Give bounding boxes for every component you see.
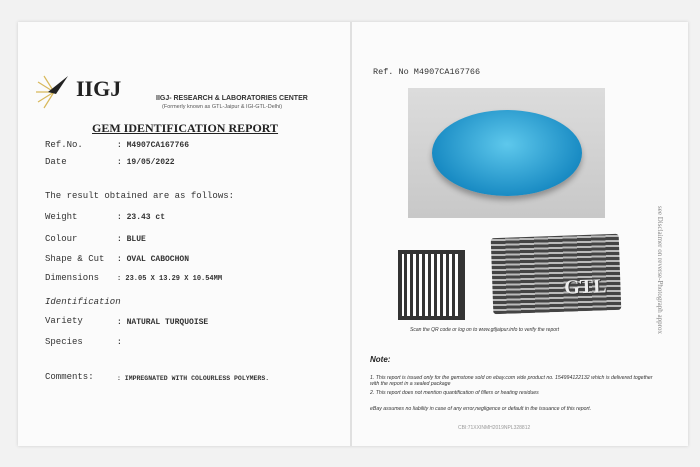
comments-value: : IMPREGNATED WITH COLOURLESS POLYMERS.	[117, 375, 270, 382]
date-value: : 19/05/2022	[117, 158, 175, 167]
lab-name: IIGJ- RESEARCH & LABORATORIES CENTER	[156, 95, 308, 102]
species-label: Species	[45, 337, 83, 347]
colour-label: Colour	[45, 234, 78, 244]
lab-formerly: (Formerly known as GTL-Jaipur & IGI-GTL-Delhi)	[162, 104, 283, 110]
ref-value: : M4907CA167766	[117, 141, 190, 150]
variety-label: Variety	[45, 316, 83, 326]
identification-label: Identification	[45, 297, 121, 307]
ref-label: Ref.No.	[45, 140, 83, 150]
logo-text: IIGJ	[76, 76, 122, 101]
dimensions-label: Dimensions	[45, 273, 100, 283]
logo-burst-icon	[34, 72, 74, 110]
note-3: eBay assumes no liability in case of any error,negligence or default in the issuance of this report.	[370, 406, 592, 412]
gemstone-photo	[408, 88, 605, 218]
note-1: 1. This report is issued only for the gemstone sold on ebay.com vide product no. 154994122132 which is delivered together with the report in a sealed package	[370, 375, 653, 387]
hologram-seal	[491, 234, 622, 314]
intro-text: The result obtained are as follows:	[45, 191, 235, 201]
side-disclaimer: see Disclaimer on reverse-Photograph approx	[656, 206, 664, 334]
hologram-text: GTL	[563, 275, 607, 299]
right-ref: Ref. No M4907CA167766	[373, 67, 481, 77]
turquoise-stone	[432, 110, 582, 196]
colour-value: : BLUE	[117, 235, 146, 244]
qr-code[interactable]	[398, 250, 465, 320]
species-value: :	[117, 338, 122, 347]
weight-value: : 23.43 ct	[117, 213, 166, 222]
note-2: 2. This report does not mention quantification of fillers or heating residues	[370, 390, 539, 396]
scan-text: Scan the QR code or log on to www.gtljaipur.info to verify the report	[410, 327, 560, 333]
logo	[34, 72, 124, 110]
variety-value: : NATURAL TURQUOISE	[117, 318, 209, 327]
shape-label: Shape & Cut	[45, 254, 105, 264]
shape-value: : OVAL CABOCHON	[117, 255, 190, 264]
date-label: Date	[45, 157, 67, 167]
page-fold	[350, 22, 352, 446]
weight-label: Weight	[45, 212, 78, 222]
report-code: CBI:71XXINMH2019NPL328812	[458, 425, 531, 431]
report-title: GEM IDENTIFICATION REPORT	[92, 121, 279, 135]
comments-label: Comments:	[45, 372, 94, 382]
dimensions-value: : 23.05 X 13.29 X 10.54MM	[117, 275, 223, 283]
note-title: Note:	[370, 355, 391, 364]
